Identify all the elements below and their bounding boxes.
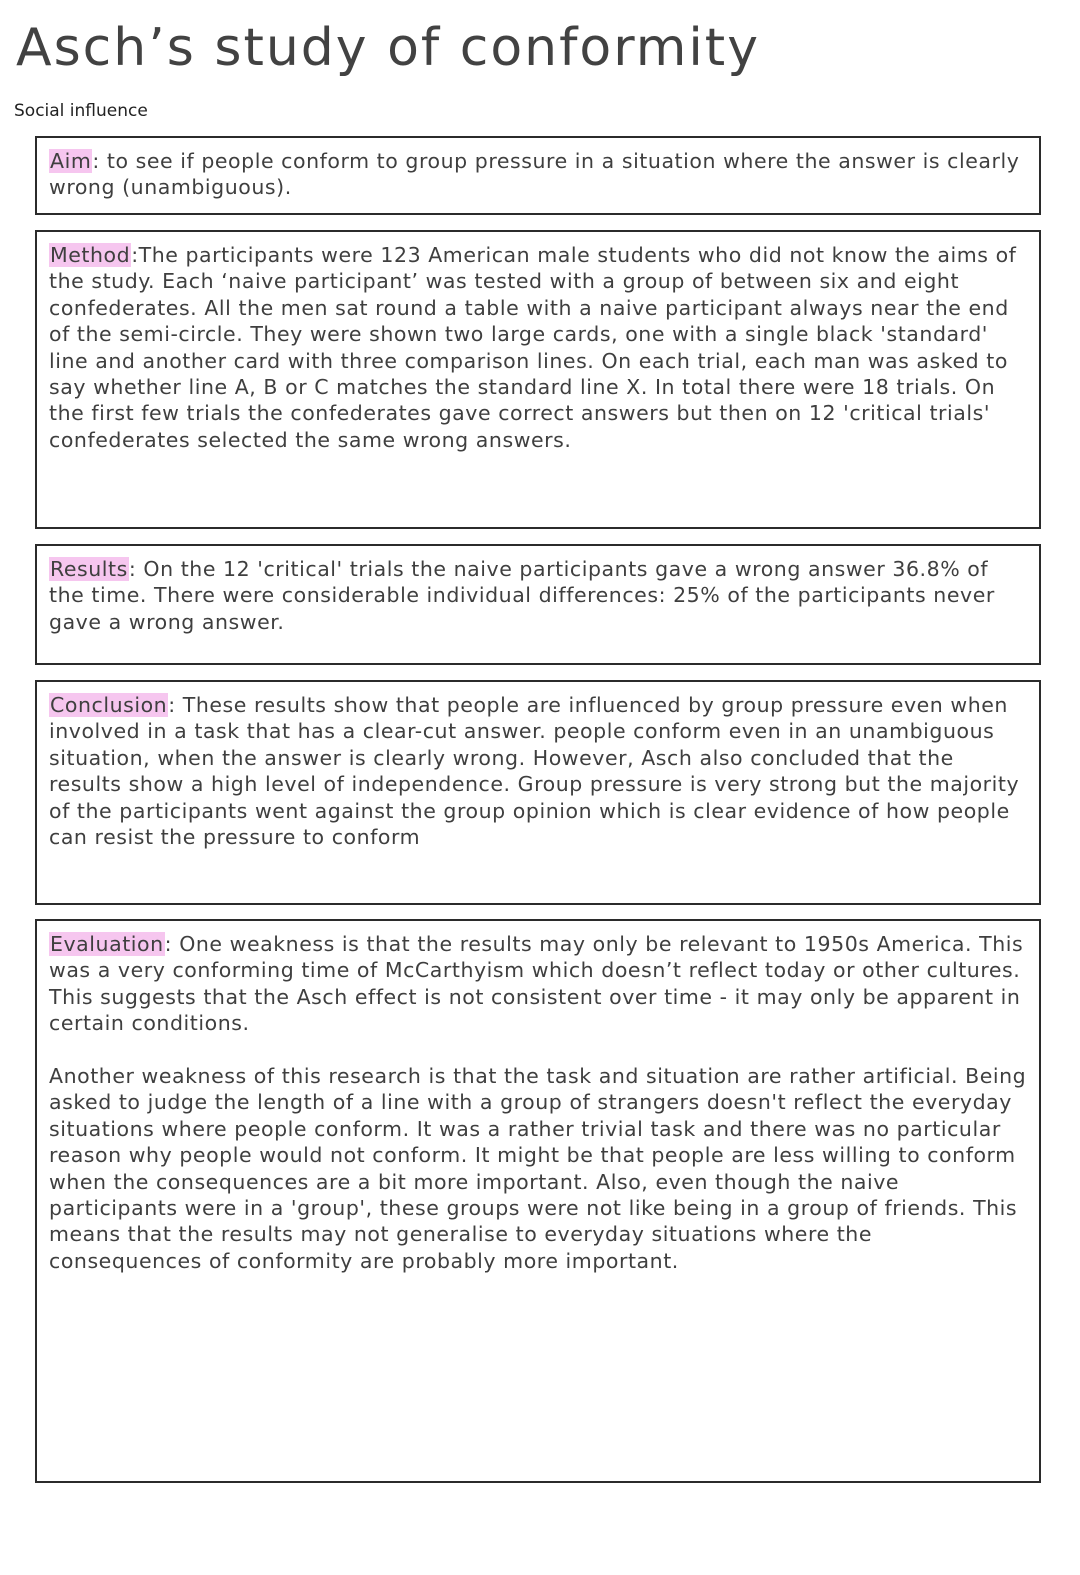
- aim-text: : to see if people conform to group pressure in a situation where the answer is clearly wrong (unambiguous).: [49, 149, 1020, 200]
- results-text: : On the 12 'critical' trials the naive participants gave a wrong answer 36.8% of the time. There were considerable individual differences: 25% of the participants never gave a wrong answer.: [49, 557, 995, 634]
- evaluation-text: : One weakness is that the results may only be relevant to 1950s America. This was a very conforming time of McCarthyism which doesn’t reflect today or other cultures. This suggests that the Asch effect is not consistent over time - it may only be apparent in certain conditions.: [49, 932, 1024, 1036]
- conclusion-box: [35, 680, 1041, 905]
- evaluation-paragraph: [49, 931, 1027, 1037]
- aim-label: Aim: [50, 149, 92, 173]
- page-title: Asch’s study of conformity: [16, 18, 760, 78]
- conclusion-label: Conclusion: [50, 693, 168, 717]
- conclusion-text: : These results show that people are influenced by group pressure even when involved in a task that has a clear-cut answer. people conform even in an unambiguous situation, when the answer is clearly wrong. However, Asch also concluded that the results show a high level of independence. Group pressure is very strong but the majority of the participants went against the group opinion which is clear evidence of how people can resist the pressure to conform: [49, 693, 1020, 850]
- evaluation-box: [35, 919, 1041, 1483]
- results-label: Results: [50, 557, 128, 581]
- page-subtitle: Social influence: [14, 101, 148, 121]
- results-paragraph: [49, 556, 1027, 635]
- method-label: Method: [50, 243, 131, 267]
- results-box: [35, 544, 1041, 665]
- method-text: :The participants were 123 American male students who did not know the aims of the study. Each ‘naive participant’ was tested with a group of between six and eight confederates. All the men sat round a table with a naive participant always near the end of the semi-circle. They were shown two large cards, one with a single black 'standard' line and another card with three comparison lines. On each trial, each man was asked to say whether line A, B or C matches the standard line X. In total there were 18 trials. On the first few trials the confederates gave correct answers but then on 12 'critical trials' confederates selected the same wrong answers.: [49, 243, 1017, 452]
- aim-paragraph: [49, 148, 1027, 201]
- method-box: [35, 230, 1041, 529]
- evaluation-label: Evaluation: [50, 932, 164, 956]
- evaluation-paragraph-2: Another weakness of this research is that the task and situation are rather artificial. Being asked to judge the length of a line with a group of strangers doesn't reflect the everyday situations where people conform. It was a rather trivial task and there was no particular reason why people would not conform. It might be that people are less willing to conform when the consequences are a bit more important. Also, even though the naive participants were in a 'group', these groups were not like being in a group of friends. This means that the results may not generalise to everyday situations where the consequences of conformity are probably more important.: [49, 1064, 1027, 1273]
- aim-box: [35, 136, 1041, 215]
- method-paragraph: [49, 242, 1027, 453]
- conclusion-paragraph: [49, 692, 1027, 850]
